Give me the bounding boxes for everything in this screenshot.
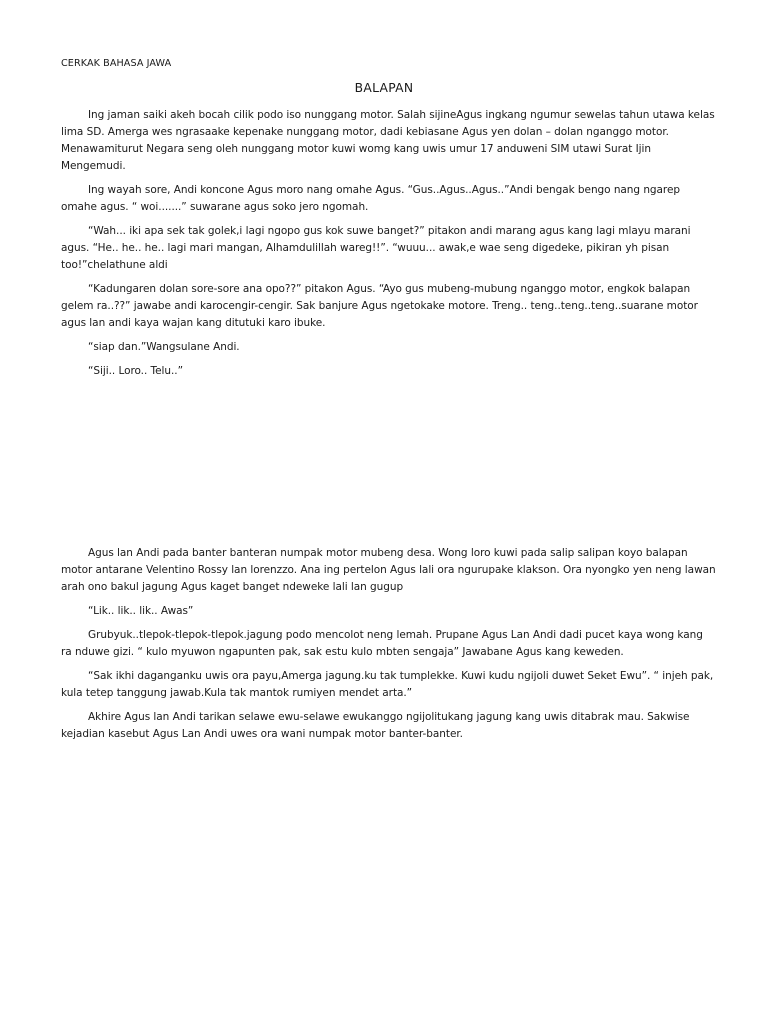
paragraph: Ing wayah sore, Andi koncone Agus moro nang omahe Agus. “Gus..Agus..Agus..”Andi bengak bengo nang ngarep omahe agus. “ woi.......” suwarane agus soko jero ngomah. (61, 184, 680, 213)
paragraph: Agus lan Andi pada banter banteran numpak motor mubeng desa. Wong loro kuwi pada salip salipan koyo balapan motor antarane Velentino Rossy lan lorenzzo. Ana ing pertelon Agus lali ora ngurupake klakson. Ora nyongko yen neng lawan arah ono bakul jagung Agus kaget banget ndeweke lali lan gugup (61, 547, 716, 593)
paragraph: “Lik.. lik.. lik.. Awas” (88, 605, 194, 617)
document-label: CERKAK BAHASA JAWA (61, 58, 172, 69)
paragraph: “siap dan.”Wangsulane Andi. (88, 341, 240, 353)
paragraph: Grubyuk..tlepok-tlepok-tlepok.jagung podo mencolot neng lemah. Prupane Agus Lan Andi dadi pucet kaya wong kang ra nduwe gizi. “ kulo myuwon ngapunten pak, sak estu kulo mbten sengaja” Jawabane Agus kang keweden. (61, 629, 703, 658)
paragraph: Ing jaman saiki akeh bocah cilik podo iso nunggang motor. Salah sijineAgus ingkang ngumur sewelas tahun utawa kelas lima SD. Amerga wes ngrasaake kepenake nunggang motor, dadi kebiasane Agus yen dolan – dolan nganggo motor. Menawamiturut Negara seng oleh nunggang motor kuwi womg kang uwis umur 17 anduweni SIM utawi Surat Ijin Mengemudi. (61, 109, 715, 172)
paragraph: Akhire Agus lan Andi tarikan selawe ewu-selawe ewukanggo ngijolitukang jagung kang uwis ditabrak mau. Sakwise kejadian kasebut Agus Lan Andi uwes ora wani numpak motor banter-banter. (61, 711, 690, 740)
paragraph: “Wah... iki apa sek tak golek,i lagi ngopo gus kok suwe banget?” pitakon andi marang agus kang lagi mlayu marani agus. “He.. he.. he.. lagi mari mangan, Alhamdulillah wareg!!”. “wuuu... awak,e wae seng digedeke, pikiran yh pisan too!”chelathune aldi (61, 225, 691, 271)
document-title: BALAPAN (354, 81, 414, 95)
paragraph: “Sak ikhi daganganku uwis ora payu,Amerga jagung.ku tak tumplekke. Kuwi kudu ngijoli duwet Seket Ewu”. “ injeh pak, kula tetep tanggung jawab.Kula tak mantok rumiyen mendet arta.” (61, 670, 714, 699)
paragraph: “Kadungaren dolan sore-sore ana opo??” pitakon Agus. “Ayo gus mubeng-mubung nganggo motor, engkok balapan gelem ra..??” jawabe andi karocengir-cengir. Sak banjure Agus ngetokake motore. Treng.. teng..teng..teng..suarane motor agus lan andi kaya wajan kang ditutuki karo ibuke. (61, 283, 698, 329)
story-section-2 (61, 545, 716, 750)
story-section-1 (61, 107, 716, 387)
paragraph: “Siji.. Loro.. Telu..” (88, 365, 183, 377)
